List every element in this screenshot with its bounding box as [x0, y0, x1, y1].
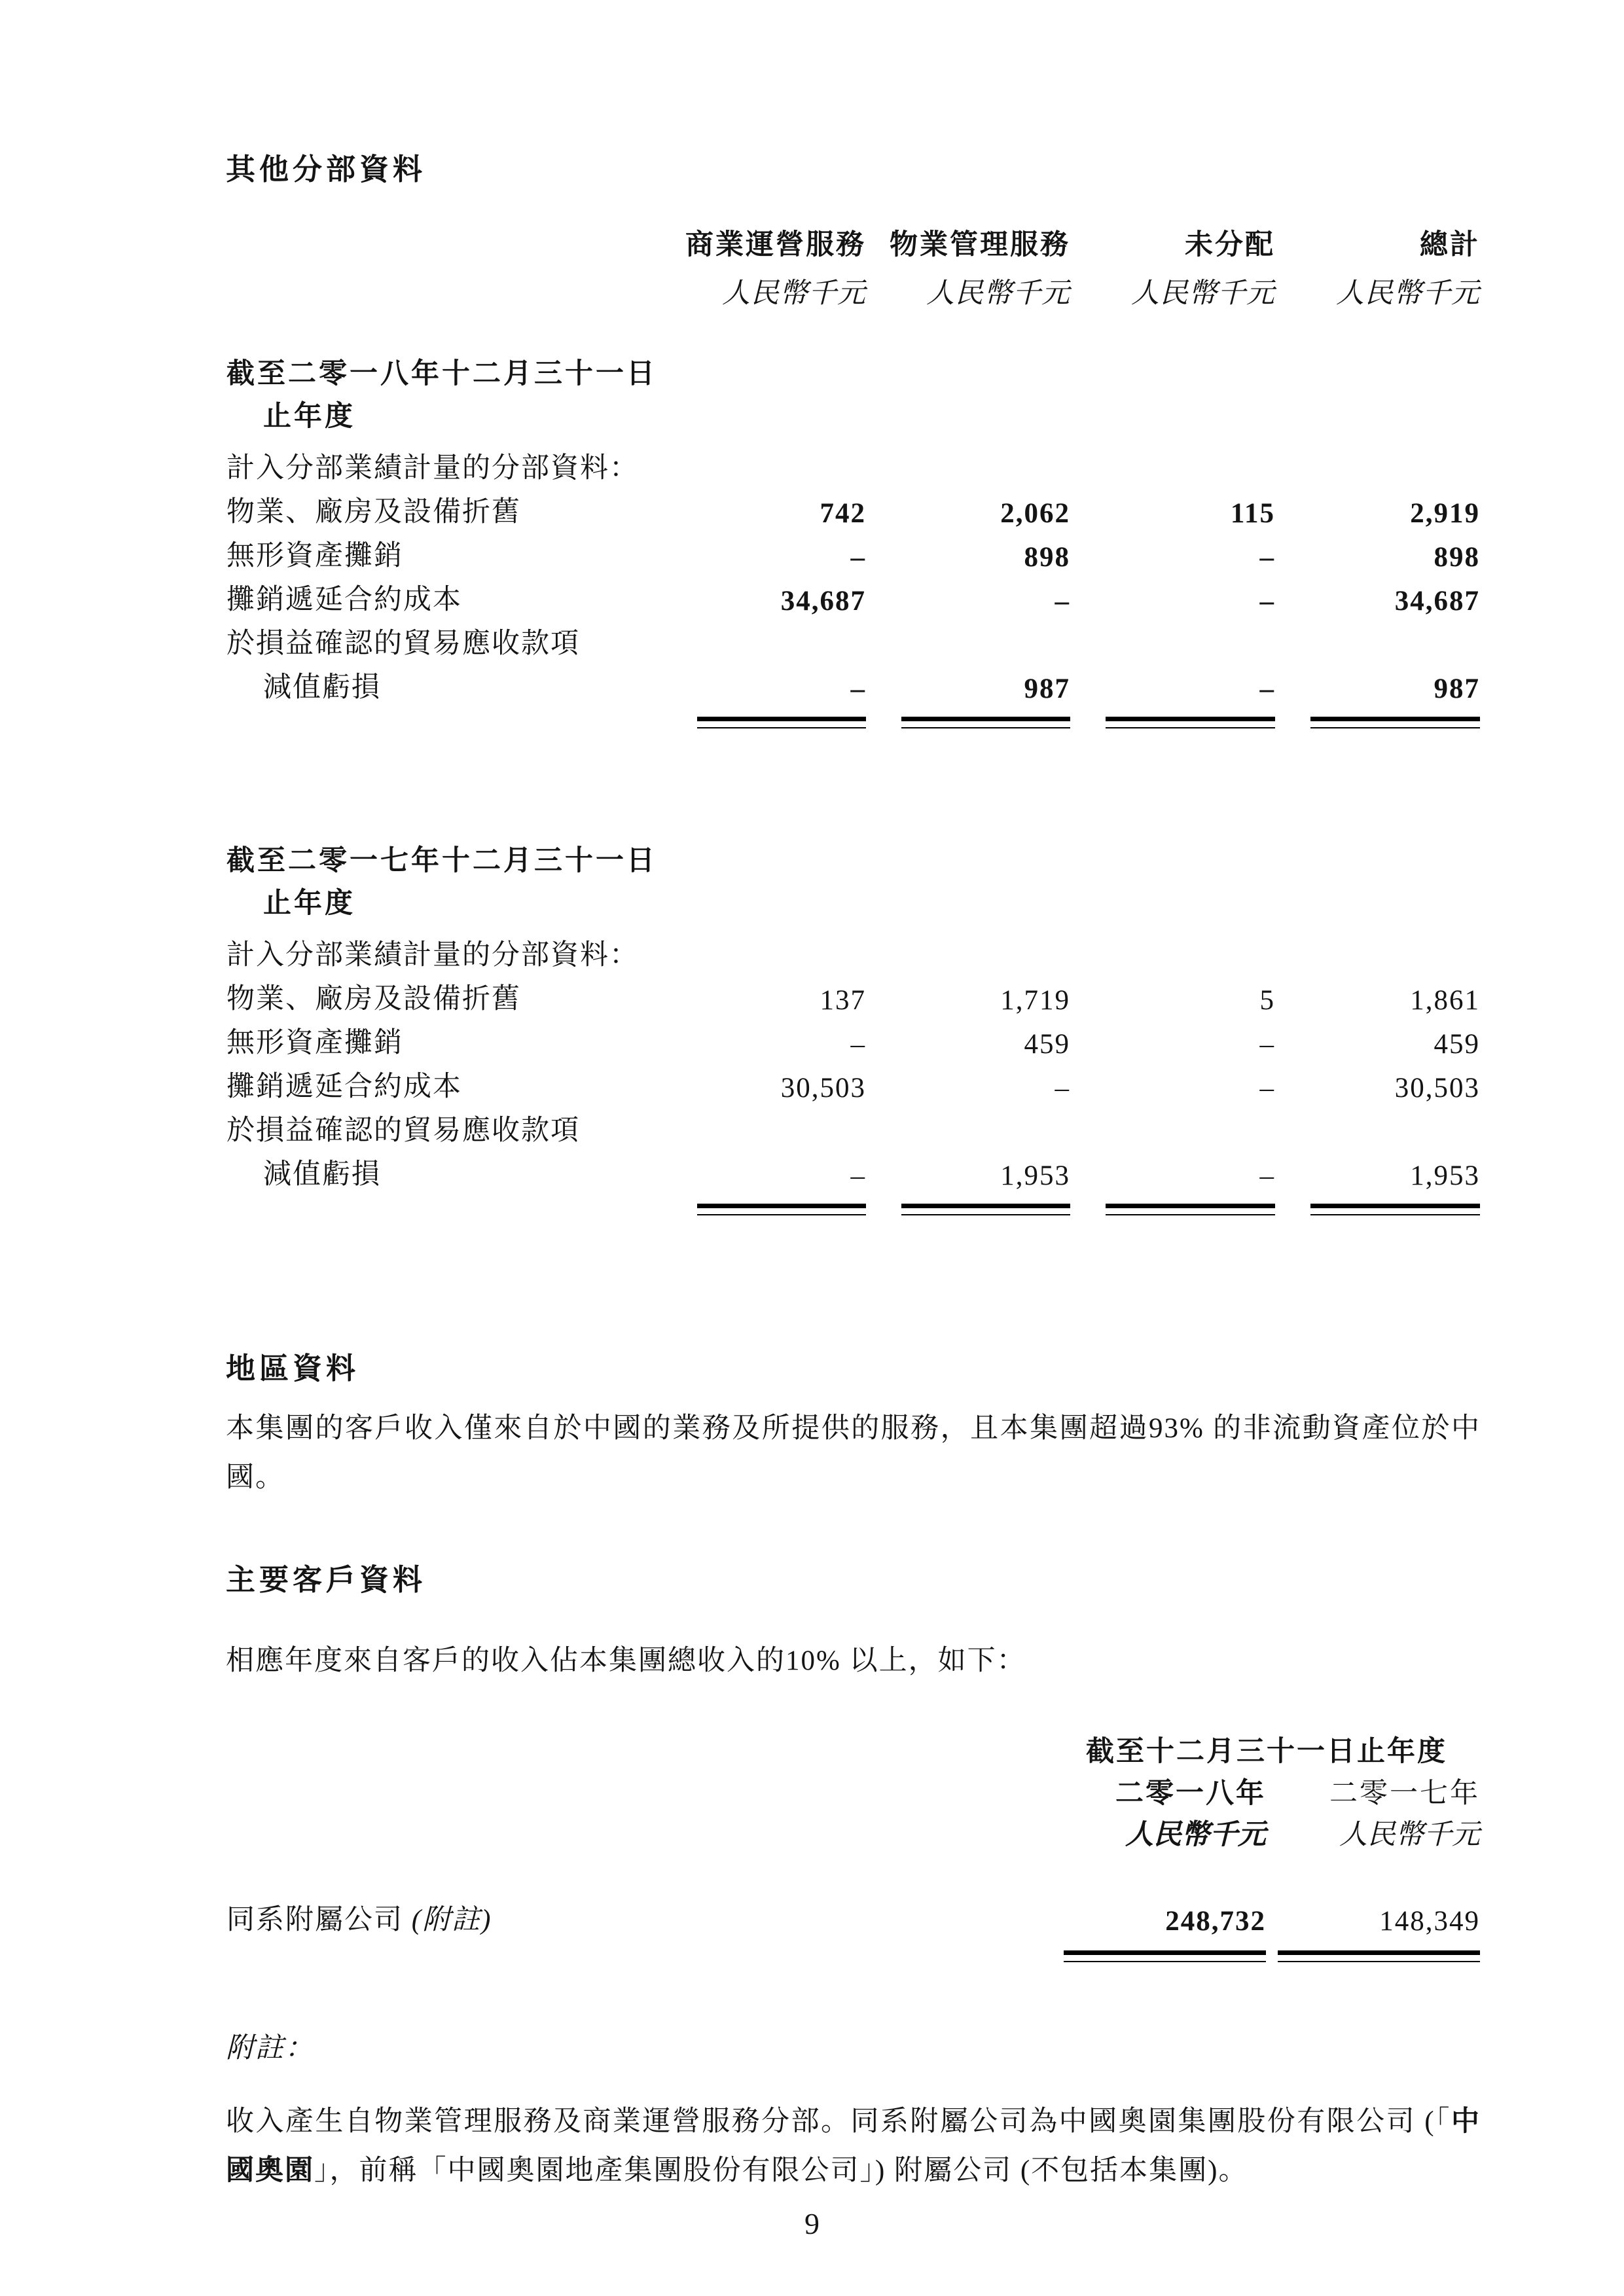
period-2018-line2: 止年度: [263, 401, 355, 432]
cell-value: 5: [1259, 985, 1275, 1016]
cell-value: 34,687: [780, 586, 866, 617]
total-rule-row: [226, 1938, 1481, 1963]
cell-value: 137: [820, 985, 866, 1016]
period-2017-line2: 止年度: [263, 888, 355, 919]
cell-value: –: [1259, 586, 1275, 617]
intro-2017-row: [226, 925, 1481, 973]
currency-spacer: [226, 1812, 1053, 1853]
cell-value: 2,919: [1410, 498, 1480, 529]
column-header-unallocated: 未分配: [1185, 230, 1275, 260]
cell-value: –: [1055, 1073, 1070, 1103]
table-row: [226, 618, 1481, 662]
customers-paragraph: 相應年度來自客戶的收入佔本集團總收入的10% 以上，如下：: [226, 1645, 1026, 1676]
table-row: [226, 662, 1481, 706]
rule-cell: [1276, 706, 1481, 729]
currency-label: 人民幣千元: [722, 278, 866, 309]
table-row: [226, 1149, 1481, 1193]
geo-paragraph: 本集團的客戶收入僅來自於中國的業務及所提供的服務，且本集團超過93% 的非流動資產位於中國。: [226, 1413, 1481, 1493]
rule-cell: [1071, 706, 1276, 729]
section-spacer: [226, 729, 1481, 840]
customers-currency-row: [226, 1812, 1481, 1853]
column-header-commercial: 商業運營服務: [685, 230, 866, 260]
cell-value: –: [1259, 1160, 1275, 1191]
double-rule: [901, 1204, 1070, 1215]
year-2017-label: 二零一七年: [1329, 1778, 1480, 1809]
row-label: 物業、廠房及設備折舊: [226, 497, 521, 528]
period-2018-title-row: [226, 312, 1481, 439]
fellow-subsidiaries-label: 同系附屬公司: [226, 1905, 412, 1935]
intro-2018: 計入分部業績計量的分部資料：: [226, 453, 639, 484]
currency-label: 人民幣千元: [1125, 1820, 1266, 1850]
cell-value: 2,062: [1000, 498, 1070, 529]
rule-cell: [1071, 1193, 1276, 1216]
double-rule: [1106, 1204, 1275, 1215]
rule-cell: [1267, 1938, 1481, 1963]
table-row: [226, 486, 1481, 530]
customers-table: [226, 1729, 1481, 1963]
period-2017-line1: 截至二零一七年十二月三十一日: [226, 846, 657, 876]
note-reference: (附註): [411, 1905, 492, 1935]
segment-table: [226, 222, 1481, 1216]
row-label: 物業、廠房及設備折舊: [226, 984, 521, 1014]
header-spacer: [226, 222, 662, 263]
cell-value: –: [850, 673, 866, 704]
row-label: 攤銷遞延合約成本: [226, 584, 462, 615]
span-spacer: [226, 1729, 1053, 1770]
cell-value: 987: [1434, 673, 1480, 704]
double-rule: [901, 717, 1070, 728]
cell-value: 1,719: [1000, 985, 1070, 1016]
total-rule-row: [226, 706, 1481, 729]
rule-spacer: [226, 1938, 1053, 1963]
cell-value: –: [1259, 673, 1275, 704]
cell-value: –: [850, 1029, 866, 1060]
cell-value: 987: [1024, 673, 1070, 704]
rule-cell: [867, 706, 1071, 729]
cell-value: 1,953: [1000, 1160, 1070, 1191]
double-rule: [697, 717, 866, 728]
cell-value: 742: [820, 498, 866, 529]
row-label-indent: 減值虧損: [263, 672, 381, 703]
row-label: [226, 1853, 1053, 1938]
note-text-prefix: 收入產生自物業管理服務及商業運營服務分部。同系附屬公司為中國奧園集團股份有限公司 (「: [226, 2106, 1451, 2137]
segment-table-currency-row: [226, 263, 1481, 312]
table-row: [226, 574, 1481, 618]
row-label-indent: 減值虧損: [263, 1159, 381, 1190]
period-2018-line1: 截至二零一八年十二月三十一日: [226, 359, 657, 389]
row-label: 攤銷遞延合約成本: [226, 1071, 462, 1102]
cell-value: 459: [1024, 1029, 1070, 1060]
currency-label: 人民幣千元: [926, 278, 1070, 309]
currency-label: 人民幣千元: [1339, 1820, 1480, 1850]
cell-value: 459: [1434, 1029, 1480, 1060]
rule-cell: [1053, 1938, 1267, 1963]
cell-value: 898: [1024, 542, 1070, 573]
note-label: 附註：: [226, 2033, 314, 2064]
rule-cell: [662, 1193, 867, 1216]
table-row: [226, 530, 1481, 574]
column-header-property: 物業管理服務: [890, 230, 1070, 260]
currency-label: 人民幣千元: [1131, 278, 1275, 309]
cell-value: –: [1259, 542, 1275, 573]
cell-value: 115: [1230, 498, 1275, 529]
note-text-suffix: 」，前稱「中國奧園地產集團股份有限公司」) 附屬公司 (不包括本集團)。: [314, 2155, 1248, 2186]
period-2017-title: [226, 840, 1481, 925]
period-2017-title-row: [226, 840, 1481, 925]
intro-2018-row: [226, 439, 1481, 486]
double-rule: [1310, 717, 1480, 728]
fellow-subsidiaries-row: [226, 1853, 1481, 1938]
row-label: 無形資產攤銷: [226, 1028, 403, 1058]
double-rule: [1064, 1950, 1266, 1962]
year-2018-label: 二零一八年: [1115, 1778, 1266, 1809]
cell-value: 1,953: [1410, 1160, 1480, 1191]
row-label-line1: 於損益確認的貿易應收款項: [226, 628, 580, 659]
rule-spacer: [226, 706, 662, 729]
column-header-total: 總計: [1420, 230, 1480, 260]
rule-cell: [662, 706, 867, 729]
double-rule: [1310, 1204, 1480, 1215]
cell-value: –: [850, 1160, 866, 1191]
geo-heading: 地區資料: [226, 1352, 360, 1385]
double-rule: [1106, 717, 1275, 728]
cell-value: –: [850, 542, 866, 573]
customers-year-row: [226, 1770, 1481, 1812]
currency-label: 人民幣千元: [1336, 278, 1480, 309]
cell-value: 30,503: [780, 1073, 866, 1103]
currency-spacer: [226, 263, 662, 312]
rule-cell: [867, 1193, 1071, 1216]
table-row: [226, 973, 1481, 1017]
table-row: [226, 1105, 1481, 1149]
note-paragraph: [226, 2097, 1481, 2195]
rule-spacer: [226, 1193, 662, 1216]
cell-value: 34,687: [1394, 586, 1480, 617]
section-title: 其他分部資料: [226, 153, 427, 186]
cell-value: –: [1055, 586, 1070, 617]
row-label-line2: [226, 662, 662, 706]
page-number: 9: [804, 2207, 820, 2240]
cell-value: 30,503: [1394, 1073, 1480, 1103]
row-label-line1: 於損益確認的貿易應收款項: [226, 1115, 580, 1146]
customers-span-header-row: [226, 1729, 1481, 1770]
cell-value: –: [1259, 1029, 1275, 1060]
row-label: 無形資產攤銷: [226, 541, 403, 571]
rule-cell: [1276, 1193, 1481, 1216]
cell-value: 898: [1434, 542, 1480, 573]
row-label-line2: [226, 1149, 662, 1193]
double-rule: [1278, 1950, 1480, 1962]
table-row: [226, 1061, 1481, 1105]
cell-value: 1,861: [1410, 985, 1480, 1016]
cell-value-2017: 148,349: [1379, 1906, 1480, 1937]
intro-2017: 計入分部業績計量的分部資料：: [226, 940, 639, 971]
segment-table-header-row: [226, 222, 1481, 263]
double-rule: [697, 1204, 866, 1215]
customers-span-header: 截至十二月三十一日止年度: [1086, 1736, 1447, 1767]
total-rule-row: [226, 1193, 1481, 1216]
cell-value: –: [1259, 1073, 1275, 1103]
customers-heading: 主要客戶資料: [226, 1564, 427, 1596]
period-2018-title: [226, 312, 1481, 439]
year-spacer: [226, 1770, 1053, 1812]
table-row: [226, 1017, 1481, 1061]
note-text-bold: 中國奧園: [226, 2106, 1481, 2186]
cell-value-2018: 248,732: [1165, 1906, 1266, 1937]
